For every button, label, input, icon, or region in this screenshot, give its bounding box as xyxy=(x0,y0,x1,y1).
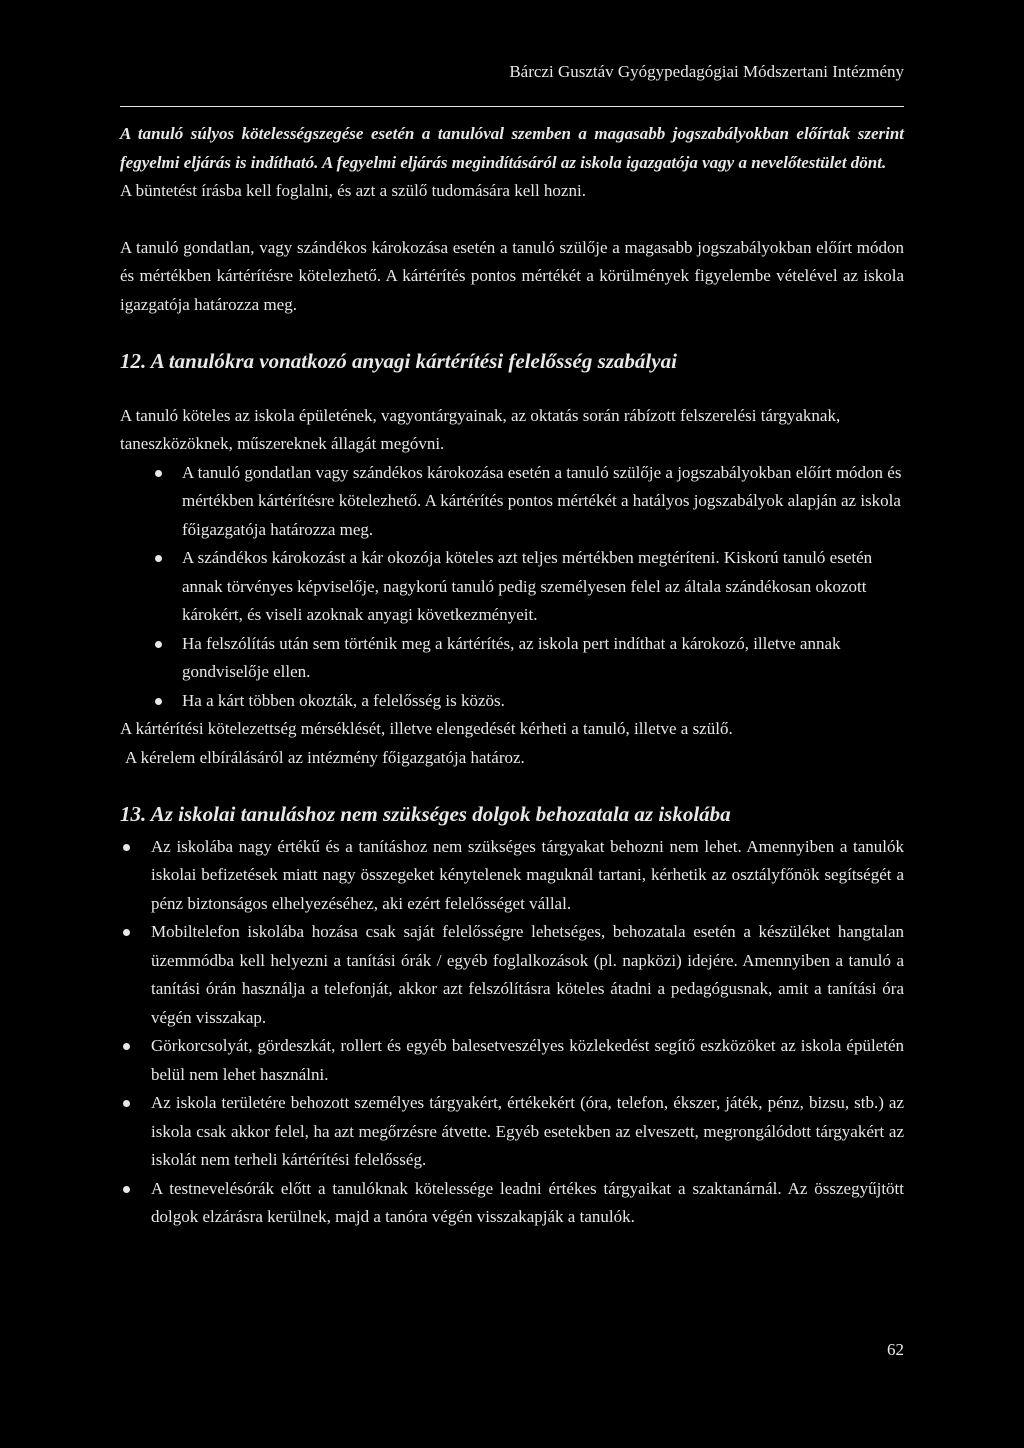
section-12-list xyxy=(120,459,904,716)
document-body xyxy=(120,120,904,1232)
page-number: 62 xyxy=(887,1340,904,1359)
list-item: Ha felszólítás után sem történik meg a kártérítés, az iskola pert indíthat a károkozó, illetve annak gondviselője ellen. xyxy=(120,630,904,687)
page-header: Bárczi Gusztáv Gyógypedagógiai Módszertani Intézmény xyxy=(509,62,904,81)
section-13-title: 13. Az iskolai tanuláshoz nem szükséges dolgok behozatala az iskolába xyxy=(120,802,731,826)
punishment-paragraph: A büntetést írásba kell foglalni, és azt a szülő tudomására kell hozni. xyxy=(120,181,586,200)
section-13-list xyxy=(120,833,904,1232)
section-12-title: 12. A tanulókra vonatkozó anyagi kártérítési felelősség szabályai xyxy=(120,349,677,373)
list-item: A szándékos károkozást a kár okozója köteles azt teljes mértékben megtéríteni. Kiskorú tanuló esetén annak törvényes képviselője, nagykorú tanuló pedig személyesen felel az általa szándékosan okozott károkért, és viseli azoknak anyagi következményeit. xyxy=(120,544,904,630)
list-item: Ha a kárt többen okozták, a felelősség is közös. xyxy=(120,687,904,716)
decision-text: A kérelem elbírálásáról az intézmény főigazgatója határoz. xyxy=(125,747,525,767)
header-divider xyxy=(120,106,904,107)
reduction-request-text: A kártérítési kötelezettség mérséklését, illetve elengedését kérheti a tanuló, illetve a szülő. xyxy=(120,719,733,738)
list-item: A tanuló gondatlan vagy szándékos károkozása esetén a tanuló szülője a jogszabályokban előírt módon és mértékben kártérítésre kötelezhető. A kártérítés pontos mértékét a hatályos jogszabályok alapján az iskola főigazgatója határozza meg. xyxy=(120,459,904,545)
list-item: A testnevelésórák előtt a tanulóknak kötelessége leadni értékes tárgyaikat a szaktanárnál. Az összegyűjtött dolgok elzárásra kerülnek, majd a tanóra végén visszakapják a tanulók. xyxy=(120,1175,904,1232)
section-12-paragraph: A tanuló köteles az iskola épületének, vagyontárgyainak, az oktatás során rábízott felszerelési tárgyaknak, taneszközöknek, műszereknek állagát megóvni. xyxy=(120,405,841,453)
disciplinary-paragraph: A tanuló súlyos kötelességszegése esetén a tanulóval szemben a magasabb jogszabályokban előírtak szerint fegyelmi eljárás is indítható. A fegyelmi eljárás megindításáról az iskola igazgatója vagy a nevelőtestület dönt. xyxy=(120,124,904,172)
list-item: Az iskola területére behozott személyes tárgyakért, értékekért (óra, telefon, ékszer, játék, pénz, bizsu, stb.) az iskola csak akkor felel, ha azt megőrzésre átvette. Egyéb esetekben az elveszett, megrongálódott tárgyakért az iskolát nem terheli kártérítési felelősség. xyxy=(120,1089,904,1175)
damage-paragraph: A tanuló gondatlan, vagy szándékos károkozása esetén a tanuló szülője a magasabb jogszabályokban előírt módon és mértékben kártérítésre kötelezhető. A kártérítés pontos mértékét a körülmények figyelembe vételével az iskola igazgatója határozza meg. xyxy=(120,237,904,314)
list-item: Az iskolába nagy értékű és a tanításhoz nem szükséges tárgyakat behozni nem lehet. Amennyiben a tanulók iskolai befizetések miatt nagy összegeket kénytelenek maguknál tartani, kérhetik az osztályfőnök segítségét a pénz biztonságos elhelyezéséhez, aki ezért felelősséget vállal. xyxy=(120,833,904,919)
list-item: Mobiltelefon iskolába hozása csak saját felelősségre lehetséges, behozatala esetén a készüléket hangtalan üzemmódba kell helyezni a tanítási órák / egyéb foglalkozások (pl. napközi) idejére. Amennyiben a tanuló a tanítási órán használja a telefonját, akkor azt felszólításra köteles átadni a pedagógusnak, amit a tanítási óra végén visszakap. xyxy=(120,918,904,1032)
list-item: Görkorcsolyát, gördeszkát, rollert és egyéb balesetveszélyes közlekedést segítő eszközöket az iskola épületén belül nem lehet használni. xyxy=(120,1032,904,1089)
